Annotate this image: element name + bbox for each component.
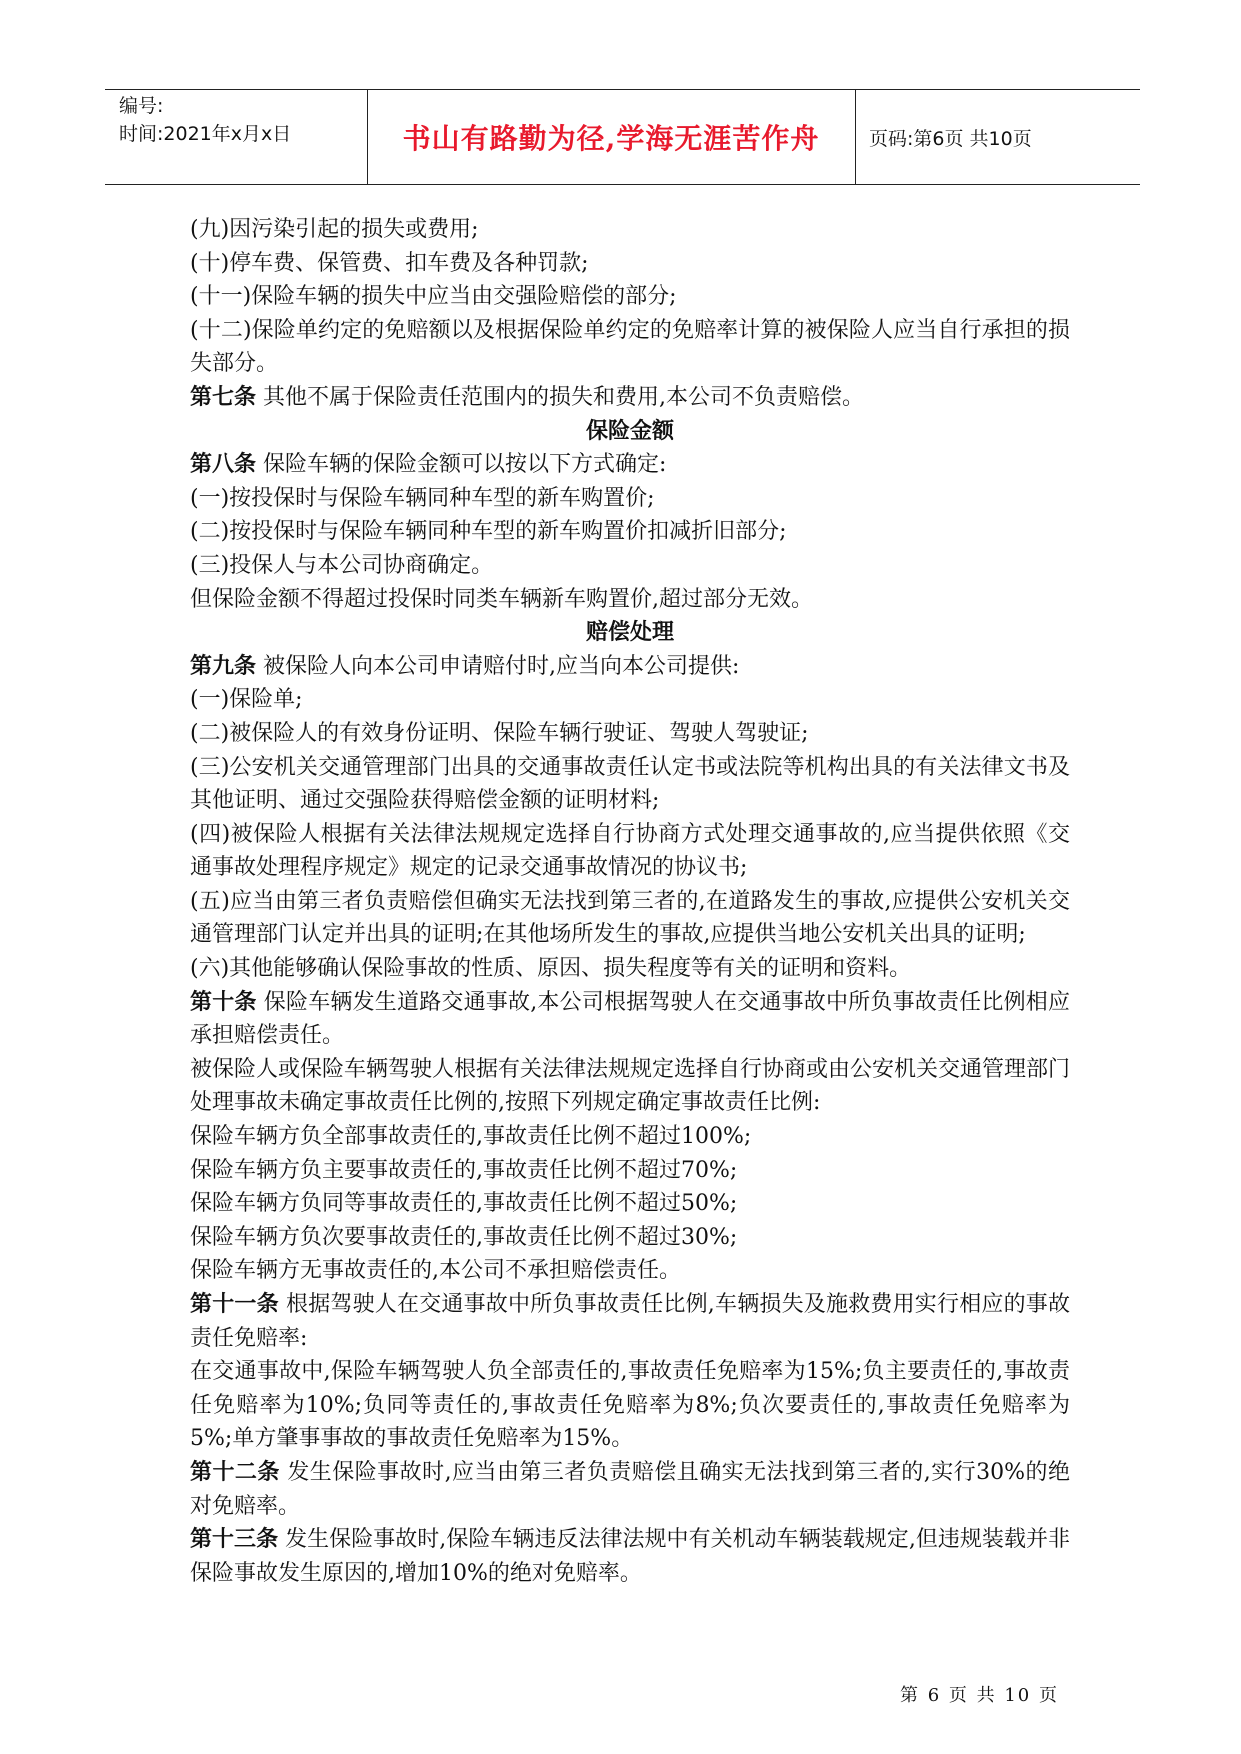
- article-text: 保险车辆的保险金额可以按以下方式确定:: [256, 452, 667, 478]
- doc-number-label: 编号:: [119, 95, 164, 117]
- article-11: [190, 1288, 1070, 1355]
- article-title: 第十三条: [190, 1527, 279, 1553]
- clause-item: (一)按投保时与保险车辆同种车型的新车购置价;: [190, 485, 655, 511]
- clause-item: (二)被保险人的有效身份证明、保险车辆行驶证、驾驶人驾驶证;: [190, 720, 809, 746]
- section-heading: 保险金额: [585, 418, 674, 444]
- clause-item: 但保险金额不得超过投保时同类车辆新车购置价,超过部分无效。: [190, 586, 813, 612]
- clause-item: (一)保险单;: [190, 687, 303, 713]
- header-divider: [855, 90, 856, 184]
- page-footer: 第 6 页 共 10 页: [900, 1685, 1059, 1706]
- clause-item: (九)因污染引起的损失或费用;: [190, 217, 479, 242]
- clause-item: (十一)保险车辆的损失中应当由交强险赔偿的部分;: [190, 284, 677, 310]
- article-12: [190, 1456, 1070, 1523]
- article-7: [190, 381, 1070, 415]
- article-text: 发生保险事故时,保险车辆违反法律法规中有关机动车辆装载规定,但违规装载并非保险事故发生原因的,增加10%的绝对免赔率。: [190, 1527, 1070, 1586]
- clause-item: (二)按投保时与保险车辆同种车型的新车购置价扣减折旧部分;: [190, 519, 787, 545]
- header-page-label: 页码:第6页 共10页: [869, 127, 1032, 150]
- article-text: 根据驾驶人在交通事故中所负事故责任比例,车辆损失及施救费用实行相应的事故责任免赔率:: [190, 1292, 1070, 1351]
- article-text: 发生保险事故时,应当由第三者负责赔偿且确实无法找到第三者的,实行30%的绝对免赔率。: [190, 1459, 1070, 1519]
- header-meta: [119, 92, 291, 148]
- clause-item: (三)公安机关交通管理部门出具的交通事故责任认定书或法院等机构出具的有关法律文书及其他证明、通过交强险获得赔偿金额的证明材料;: [190, 754, 1070, 814]
- clause-item: (十二)保险单约定的免赔额以及根据保险单约定的免赔率计算的被保险人应当自行承担的损失部分。: [190, 317, 1070, 377]
- clause-item: 被保险人或保险车辆驾驶人根据有关法律法规规定选择自行协商或由公安机关交通管理部门处理事故未确定事故责任比例的,按照下列规定确定事故责任比例:: [190, 1056, 1071, 1116]
- article-title: 第十二条: [190, 1459, 280, 1485]
- clause-item: (四)被保险人根据有关法律法规规定选择自行协商方式处理交通事故的,应当提供依照《交通事故处理程序规定》规定的记录交通事故情况的协议书;: [190, 821, 1070, 881]
- document-header: [105, 89, 1140, 185]
- article-8: [190, 448, 1070, 482]
- article-13: [190, 1523, 1070, 1590]
- header-motto: 书山有路勤为径,学海无涯苦作舟: [402, 122, 820, 155]
- article-text: 保险车辆发生道路交通事故,本公司根据驾驶人在交通事故中所负事故责任比例相应承担赔偿责任。: [190, 989, 1070, 1049]
- clause-item: 保险车辆方负次要事故责任的,事故责任比例不超过30%;: [190, 1224, 738, 1250]
- section-heading: 赔偿处理: [585, 620, 674, 646]
- article-title: 第十条: [190, 989, 257, 1015]
- article-title: 第十一条: [190, 1292, 279, 1317]
- article-title: 第七条: [190, 384, 257, 410]
- document-body: [190, 213, 1070, 1590]
- clause-item: 保险车辆方无事故责任的,本公司不承担赔偿责任。: [190, 1258, 681, 1284]
- article-title: 第九条: [190, 653, 257, 679]
- clause-item: 在交通事故中,保险车辆驾驶人负全部责任的,事故责任免赔率为15%;负主要责任的,事故责任免赔率为10%;负同等责任的,事故责任免赔率为8%;负次要责任的,事故责任免赔率为5%;单方肇事事故的事故责任免赔率为15%。: [190, 1359, 1070, 1452]
- article-9: [190, 650, 1070, 684]
- clause-item: 保险车辆方负主要事故责任的,事故责任比例不超过70%;: [190, 1157, 738, 1183]
- article-title: 第八条: [190, 452, 257, 478]
- clause-item: (十)停车费、保管费、扣车费及各种罚款;: [190, 250, 589, 276]
- clause-item: (六)其他能够确认保险事故的性质、原因、损失程度等有关的证明和资料。: [190, 956, 912, 982]
- clause-item: 保险车辆方负全部事故责任的,事故责任比例不超过100%;: [190, 1124, 752, 1150]
- article-text: 被保险人向本公司申请赔付时,应当向本公司提供:: [256, 653, 740, 679]
- clause-item: 保险车辆方负同等事故责任的,事故责任比例不超过50%;: [190, 1191, 738, 1217]
- article-text: 其他不属于保险责任范围内的损失和费用,本公司不负责赔偿。: [256, 384, 865, 410]
- article-10: [190, 986, 1070, 1053]
- clause-item: (三)投保人与本公司协商确定。: [190, 552, 494, 578]
- clause-item: (五)应当由第三者负责赔偿但确实无法找到第三者的,在道路发生的事故,应提供公安机关交通管理部门认定并出具的证明;在其他场所发生的事故,应提供当地公安机关出具的证明;: [190, 888, 1070, 948]
- doc-time-label: 时间:2021年x月x日: [119, 123, 292, 145]
